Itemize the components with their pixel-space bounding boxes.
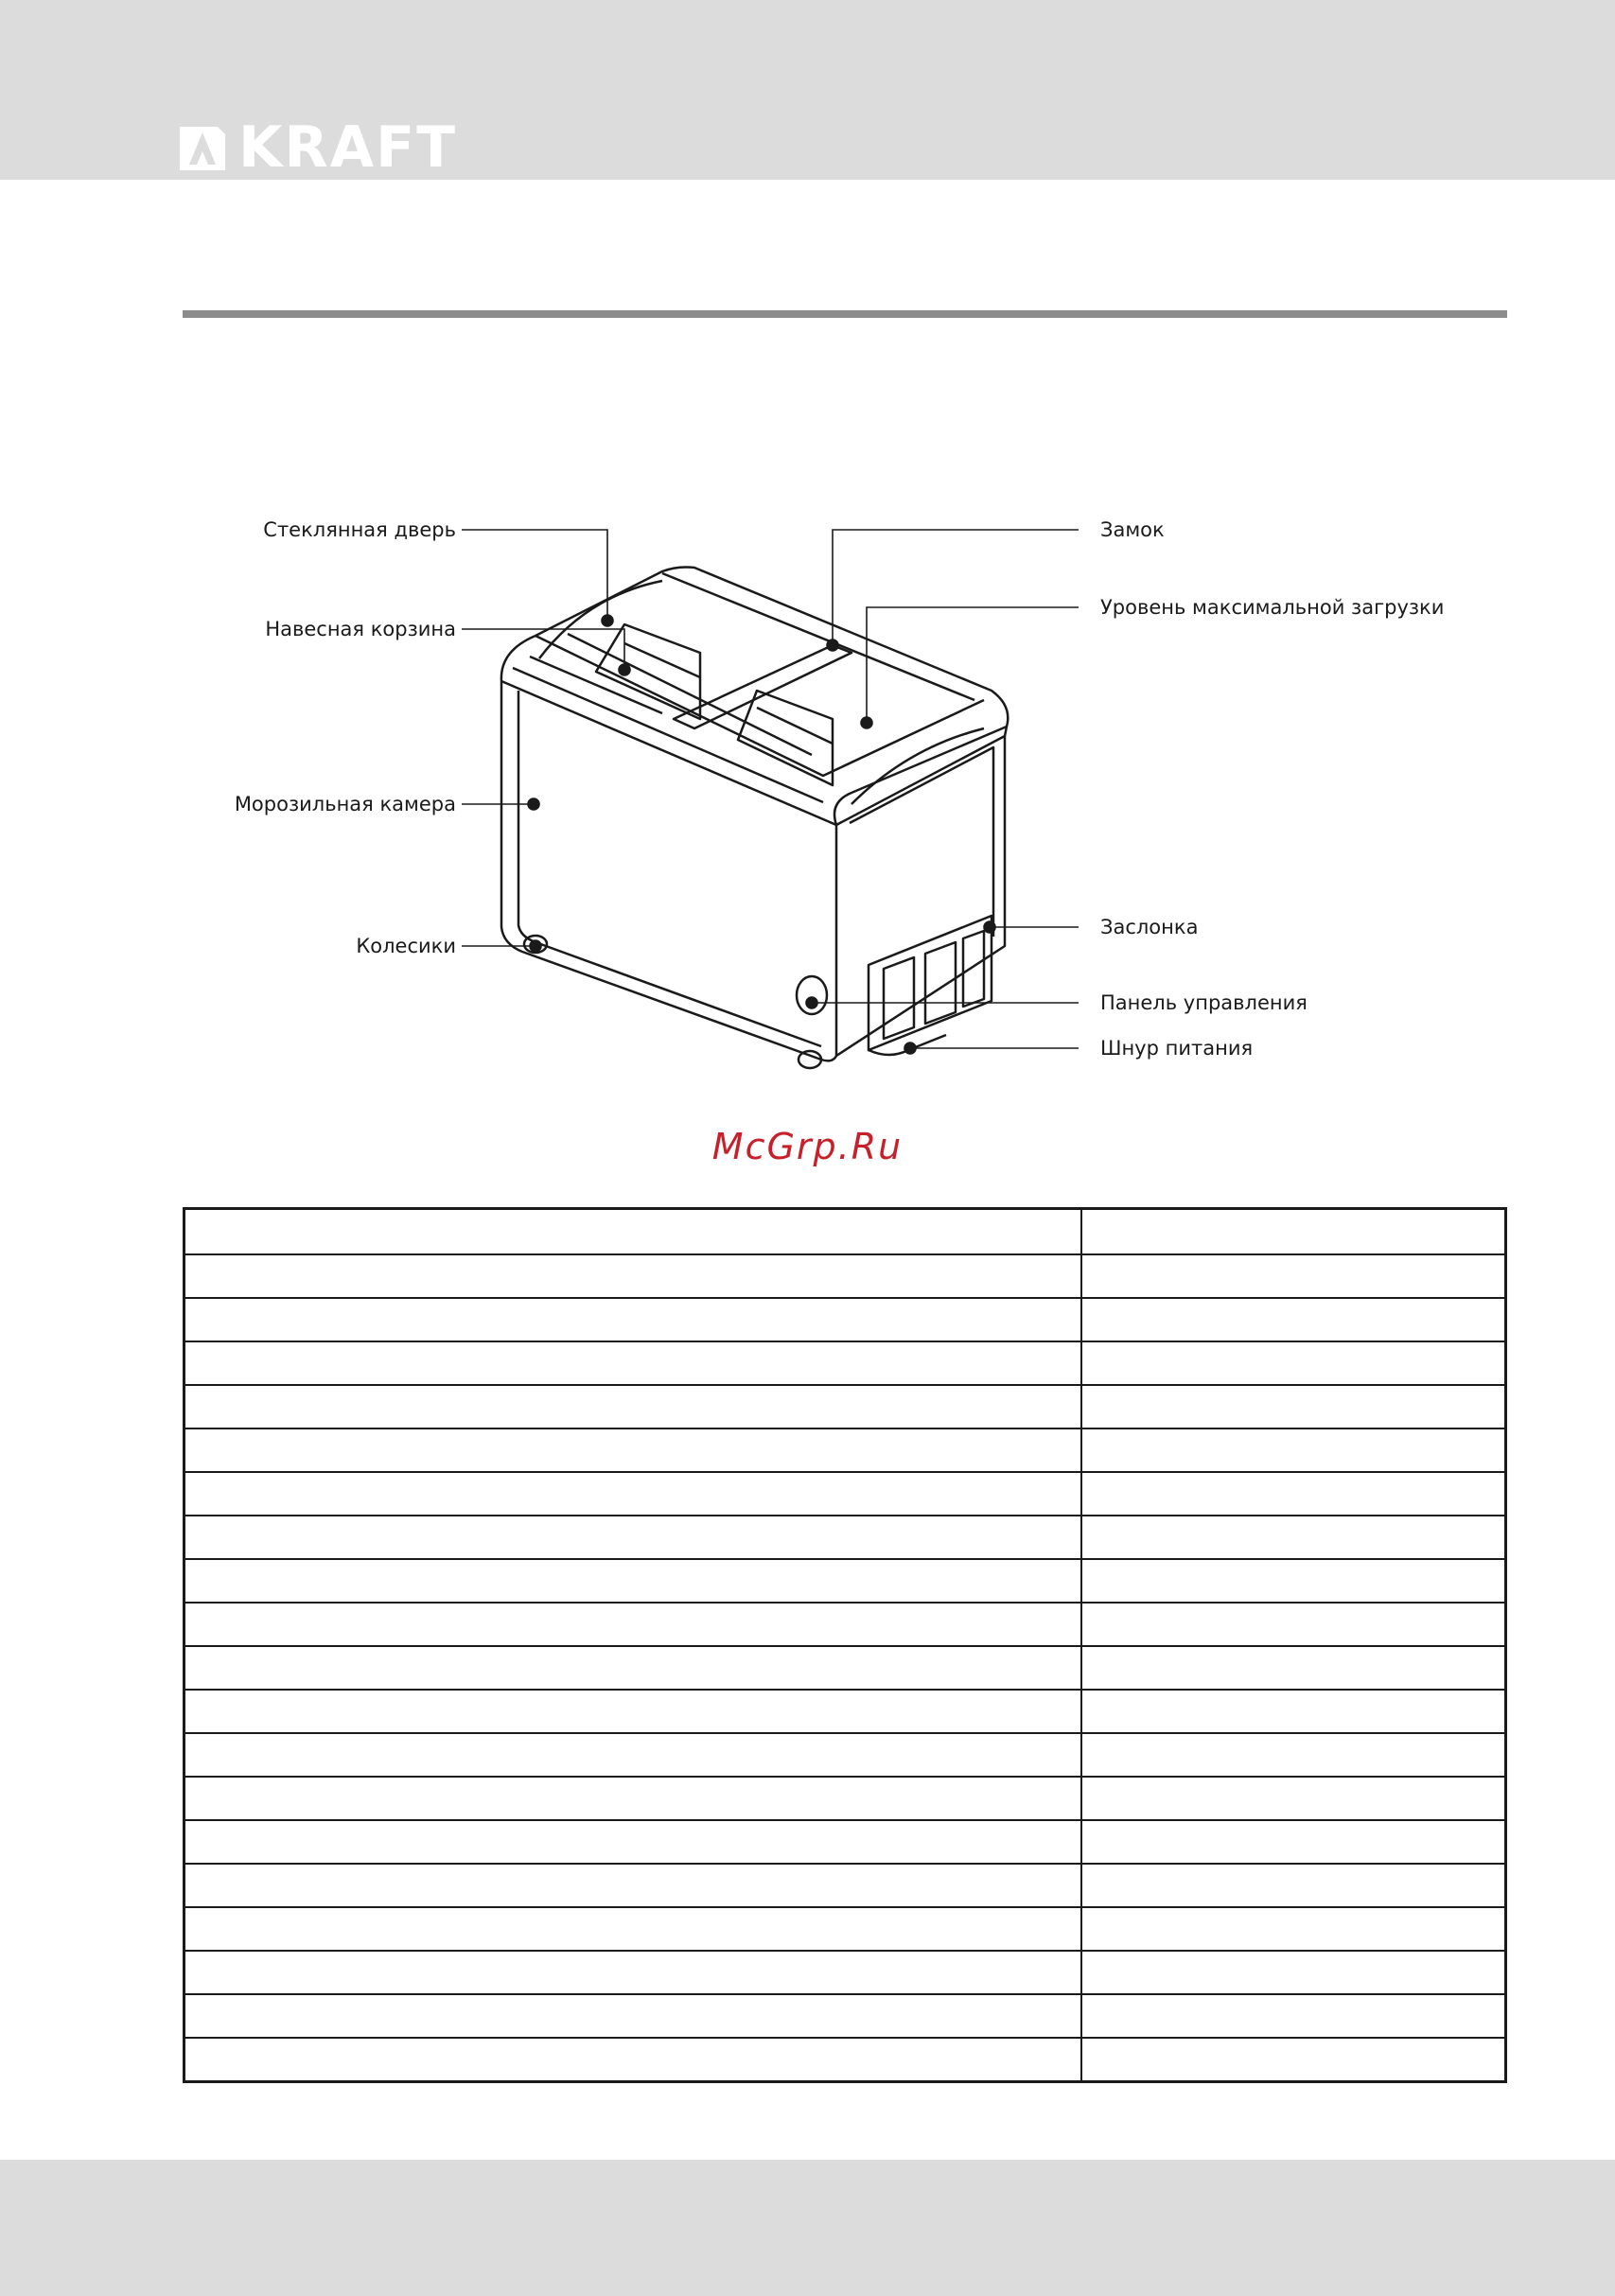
table-row — [184, 1864, 1506, 1907]
table-cell-value — [1081, 1907, 1506, 1951]
table-row — [184, 1907, 1506, 1951]
table-row — [184, 1690, 1506, 1733]
spec-table — [183, 1207, 1507, 2083]
table-cell-value — [1081, 1820, 1506, 1864]
table-cell-value — [1081, 1994, 1506, 2038]
table-cell-value — [1081, 1472, 1506, 1516]
table-cell-parameter — [184, 1559, 1082, 1603]
table-cell-value — [1081, 1690, 1506, 1733]
label-glass-door: Стеклянная дверь — [263, 518, 456, 541]
table-row — [184, 1516, 1506, 1559]
label-max-load-level: Уровень максимальной загрузки — [1100, 596, 1445, 619]
label-freezer-chamber: Морозильная камера — [234, 793, 456, 815]
table-cell-parameter — [184, 1733, 1082, 1777]
table-row — [184, 1994, 1506, 2038]
label-power-cord: Шнур питания — [1100, 1037, 1254, 1060]
table-cell-parameter — [184, 1951, 1082, 1994]
table-row — [184, 1209, 1506, 1255]
table-row — [184, 1777, 1506, 1820]
table-cell-value — [1081, 1603, 1506, 1646]
table-cell-parameter — [184, 1385, 1082, 1428]
kraft-logo-mark-icon — [176, 123, 229, 174]
table-row — [184, 1298, 1506, 1341]
table-cell-parameter — [184, 1777, 1082, 1820]
table-row — [184, 1428, 1506, 1472]
table-row — [184, 1341, 1506, 1385]
label-control-panel: Панель управления — [1100, 991, 1308, 1014]
table-row — [184, 2038, 1506, 2082]
table-cell-value — [1081, 1428, 1506, 1472]
header-rule — [183, 310, 1507, 318]
table-row — [184, 1646, 1506, 1690]
label-damper: Заслонка — [1100, 916, 1199, 938]
table-cell-value — [1081, 2038, 1506, 2082]
kraft-logo — [176, 114, 554, 181]
table-cell-value — [1081, 1341, 1506, 1385]
table-cell-parameter — [184, 1472, 1082, 1516]
table-row — [184, 1254, 1506, 1298]
table-cell-value — [1081, 1864, 1506, 1907]
table-row — [184, 1733, 1506, 1777]
table-cell-parameter — [184, 1209, 1082, 1255]
table-cell-value — [1081, 1733, 1506, 1777]
label-lock: Замок — [1100, 518, 1165, 541]
table-row — [184, 1820, 1506, 1864]
table-cell-parameter — [184, 2038, 1082, 2082]
label-wheels: Колесики — [356, 935, 456, 957]
table-cell-value — [1081, 1254, 1506, 1298]
table-row — [184, 1559, 1506, 1603]
table-cell-value — [1081, 1646, 1506, 1690]
table-cell-value — [1081, 1559, 1506, 1603]
table-row — [184, 1472, 1506, 1516]
table-cell-parameter — [184, 1690, 1082, 1733]
table-cell-value — [1081, 1385, 1506, 1428]
table-row — [184, 1951, 1506, 1994]
table-cell-parameter — [184, 1254, 1082, 1298]
table-row — [184, 1603, 1506, 1646]
table-cell-parameter — [184, 1864, 1082, 1907]
table-cell-parameter — [184, 1341, 1082, 1385]
table-cell-parameter — [184, 1994, 1082, 2038]
table-cell-parameter — [184, 1603, 1082, 1646]
table-cell-parameter — [184, 1516, 1082, 1559]
table-cell-value — [1081, 1209, 1506, 1255]
footer-band — [0, 2160, 1615, 2296]
watermark: McGrp.Ru — [711, 1126, 904, 1167]
table-cell-value — [1081, 1298, 1506, 1341]
table-cell-parameter — [184, 1820, 1082, 1864]
freezer-diagram — [0, 492, 1615, 1097]
table-row — [184, 1385, 1506, 1428]
table-cell-parameter — [184, 1646, 1082, 1690]
brand-name: KRAFT — [238, 114, 458, 181]
table-cell-value — [1081, 1516, 1506, 1559]
label-hanging-basket: Навесная корзина — [265, 618, 456, 640]
table-cell-value — [1081, 1951, 1506, 1994]
table-cell-value — [1081, 1777, 1506, 1820]
table-cell-parameter — [184, 1428, 1082, 1472]
table-cell-parameter — [184, 1298, 1082, 1341]
table-cell-parameter — [184, 1907, 1082, 1951]
